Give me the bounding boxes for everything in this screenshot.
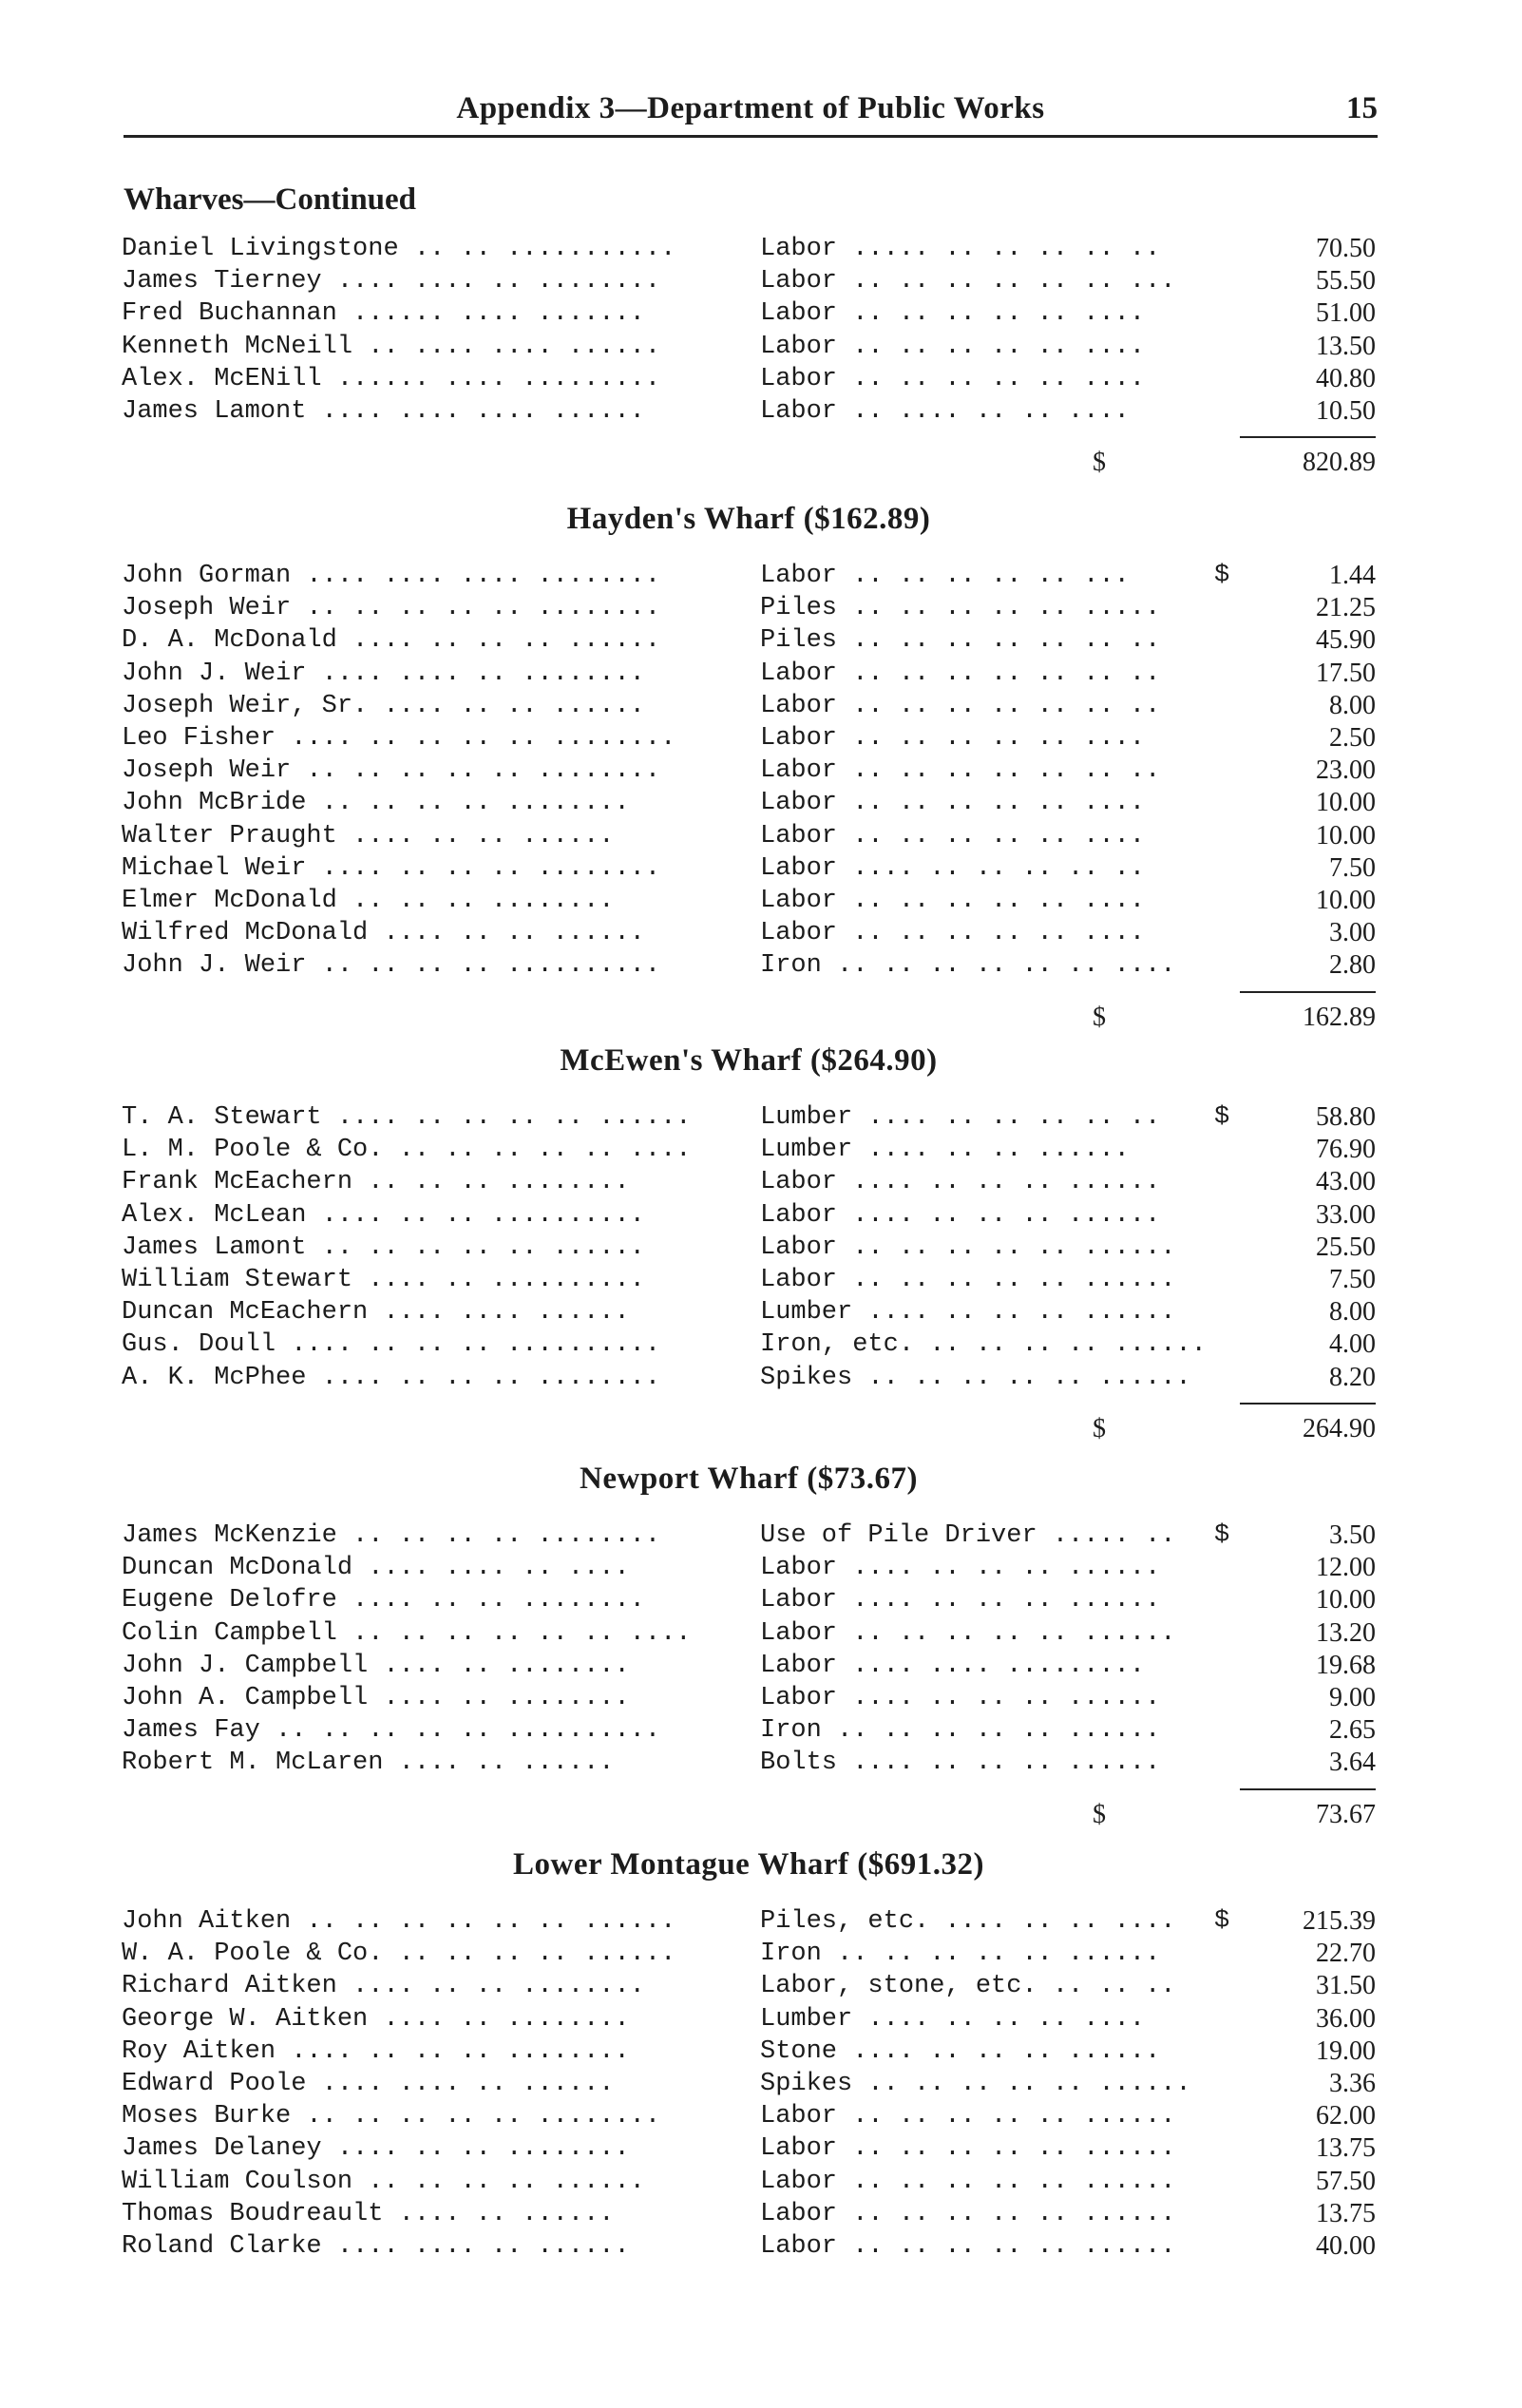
payee-name: A. K. McPhee .... .. .. .. ........ (122, 1363, 661, 1392)
amount: 3.00 (1329, 918, 1376, 948)
item-description: Labor .. .. .. .. .. ...... (760, 1266, 1176, 1294)
amount: 25.50 (1316, 1232, 1376, 1262)
total-amount: 162.89 (1303, 1002, 1376, 1032)
amount: 19.00 (1316, 2035, 1376, 2066)
payee-name: Moses Burke .. .. .. .. .. ........ (122, 2102, 661, 2131)
ledger-row (122, 723, 1376, 754)
ledger-row (122, 2069, 1376, 2099)
amount: 3.64 (1329, 1748, 1376, 1778)
item-description: Labor .. .. .. .. .. .... (760, 332, 1146, 361)
total-dollar-sign: $ (1093, 448, 1106, 478)
payee-name: Walter Praught .... .. .. ...... (122, 821, 615, 850)
amount: 62.00 (1316, 2101, 1376, 2131)
amount: 55.50 (1316, 266, 1376, 296)
payee-name: Duncan McDonald .... .... .. .... (122, 1554, 630, 1583)
dollar-sign: $ (1214, 1907, 1230, 1936)
amount: 31.50 (1316, 1971, 1376, 2001)
amount: 19.68 (1316, 1650, 1376, 1680)
payee-name: Roy Aitken .... .. .. .. ........ (122, 2036, 630, 2066)
payee-name: Wilfred McDonald .... .. .. ...... (122, 919, 645, 948)
amount: 22.70 (1316, 1939, 1376, 1969)
payee-name: John McBride .. .. .. .. ........ (122, 789, 630, 818)
item-description: Lumber .... .. .. ...... (760, 1136, 1130, 1165)
payee-name: John A. Campbell .... .. ........ (122, 1684, 630, 1712)
section-title: Newport Wharf ($73.67) (580, 1462, 918, 1496)
ledger-row (122, 625, 1376, 656)
payee-name: Eugene Delofre .... .. .. ........ (122, 1586, 645, 1615)
total-dollar-sign: $ (1093, 1002, 1106, 1032)
payee-name: L. M. Poole & Co. .. .. .. .. .. .... (122, 1136, 692, 1165)
payee-name: James Fay .. .. .. .. .. .......... (122, 1716, 661, 1746)
item-description: Lumber .... .. .. .. ...... (760, 1298, 1176, 1328)
ledger-row (122, 918, 1376, 948)
item-description: Labor .. .... .. .. .... (760, 397, 1130, 426)
item-description: Labor .... .. .. .. ...... (760, 1586, 1161, 1615)
ledger-row (122, 2004, 1376, 2035)
amount: 45.90 (1316, 625, 1376, 656)
amount: 9.00 (1329, 1683, 1376, 1712)
amount: 2.50 (1329, 723, 1376, 753)
item-description: Spikes .. .. .. .. .. ...... (760, 1363, 1191, 1392)
total-dollar-sign: $ (1093, 1799, 1106, 1829)
item-description: Spikes .. .. .. .. .. ...... (760, 2070, 1191, 2098)
amount: 2.80 (1329, 950, 1376, 981)
item-description: Labor .. .. .. .. .. .... (760, 364, 1146, 393)
item-description: Iron .. .. .. .. .. .. .... (760, 951, 1176, 981)
payee-name: Alex. McLean .... .. .. .......... (122, 1200, 645, 1230)
item-description: Labor .. .. .. .. .. .. .. (760, 659, 1161, 688)
amount: 10.00 (1316, 788, 1376, 818)
amount: 13.50 (1316, 331, 1376, 361)
item-description: Iron .. .. .. .. .. ...... (760, 1716, 1161, 1746)
ledger-row (122, 659, 1376, 689)
payee-name: Joseph Weir .. .. .. .. .. ........ (122, 594, 661, 623)
ledger-row (122, 1233, 1376, 1263)
amount: 17.50 (1316, 658, 1376, 688)
ledger-row (122, 1167, 1376, 1197)
amount: 23.00 (1316, 755, 1376, 786)
item-description: Piles .. .. .. .. .. .. .. (760, 626, 1161, 656)
subtotal-rule (1240, 991, 1376, 993)
item-description: Labor .. .. .. .. .. .. ... (760, 267, 1176, 296)
total-dollar-sign: $ (1093, 1413, 1106, 1443)
item-description: Piles .. .. .. .. .. ..... (760, 594, 1161, 623)
ledger-row (122, 396, 1376, 427)
ledger-row (122, 788, 1376, 818)
payee-name: George W. Aitken .... .. ........ (122, 2004, 630, 2034)
dollar-sign: $ (1214, 1103, 1230, 1132)
item-description: Stone .... .. .. .. ...... (760, 2036, 1161, 2066)
section-title: Hayden's Wharf ($162.89) (566, 502, 931, 536)
item-description: Labor, stone, etc. .. .. .. (760, 1972, 1176, 2001)
amount: 43.00 (1316, 1167, 1376, 1197)
payee-name: John Aitken .. .. .. .. .. .. ...... (122, 1907, 676, 1936)
ledger-row (122, 364, 1376, 394)
ledger-row (122, 691, 1376, 721)
ledger-row (122, 950, 1376, 981)
ledger-row (122, 2101, 1376, 2131)
item-description: Labor .. .. .. .. .. ...... (760, 1233, 1176, 1262)
ledger-row (122, 1297, 1376, 1328)
payee-name: Gus. Doull .... .. .. .. .......... (122, 1330, 661, 1360)
ledger-row (122, 1329, 1376, 1360)
item-description: Labor .. .. .. .. .. .... (760, 299, 1146, 329)
ledger-row (122, 1906, 1376, 1937)
payee-name: Michael Weir .... .. .. .. ........ (122, 853, 661, 883)
ledger-row (122, 1102, 1376, 1133)
item-description: Labor .... .. .. .. ...... (760, 1554, 1161, 1583)
ledger-row (122, 1651, 1376, 1681)
item-description: Labor .. .. .. .. .. .... (760, 724, 1146, 753)
item-description: Labor .. .. .. .. .. ...... (760, 1618, 1176, 1648)
amount: 51.00 (1316, 298, 1376, 329)
payee-name: William Coulson .. .. .. .. ...... (122, 2167, 645, 2196)
payee-name: James McKenzie .. .. .. .. ........ (122, 1521, 661, 1550)
payee-name: Robert M. McLaren .... .. ...... (122, 1749, 615, 1778)
amount: 13.75 (1316, 2198, 1376, 2228)
ledger-row (122, 2036, 1376, 2067)
item-description: Iron .. .. .. .. .. ...... (760, 1940, 1161, 1969)
item-description: Bolts .... .. .. .. ...... (760, 1749, 1161, 1778)
section-total (1093, 1003, 1376, 1033)
item-description: Labor .... .. .. .. .. .. (760, 853, 1146, 883)
payee-name: Daniel Livingstone .. .. ........... (122, 235, 676, 263)
ledger-row (122, 1553, 1376, 1583)
amount: 215.39 (1303, 1906, 1376, 1936)
payee-name: D. A. McDonald .... .. .. .. ...... (122, 626, 661, 656)
payee-name: Elmer McDonald .. .. .. ........ (122, 887, 615, 915)
payee-name: Fred Buchannan ...... .... ....... (122, 299, 645, 329)
amount: 8.00 (1329, 690, 1376, 720)
amount: 3.50 (1329, 1520, 1376, 1550)
item-description: Labor .. .. .. .. .. .... (760, 887, 1146, 915)
page-title: Appendix 3—Department of Public Works (456, 91, 1045, 125)
payee-name: Richard Aitken .... .. .. ........ (122, 1972, 645, 2001)
payee-name: W. A. Poole & Co. .. .. .. .. ...... (122, 1940, 676, 1969)
item-description: Labor .. .. .. .. .. ...... (760, 2167, 1176, 2196)
item-description: Labor .. .. .. .. .. ...... (760, 2199, 1176, 2228)
item-description: Labor .... .. .. .. ...... (760, 1684, 1161, 1712)
payee-name: James Lamont .... .... .... ...... (122, 397, 645, 426)
ledger-row (122, 234, 1376, 264)
amount: 10.00 (1316, 1585, 1376, 1615)
item-description: Labor .. .. .. .. .. .. .. (760, 691, 1161, 720)
amount: 13.20 (1316, 1617, 1376, 1648)
payee-name: James Delaney .... .. .. ........ (122, 2134, 630, 2164)
item-description: Labor .... .. .. .. ...... (760, 1200, 1161, 1230)
ledger-row (122, 1520, 1376, 1551)
ledger-row (122, 755, 1376, 786)
item-description: Labor .. .. .. .. .. .... (760, 919, 1146, 948)
ledger-row (122, 886, 1376, 916)
total-amount: 264.90 (1303, 1413, 1376, 1443)
ledger-row (122, 561, 1376, 591)
amount: 7.50 (1329, 852, 1376, 883)
item-description: Labor .. .. .. .. .. ... (760, 562, 1130, 590)
page-number: 15 (1346, 91, 1378, 125)
amount: 7.50 (1329, 1265, 1376, 1294)
amount: 12.00 (1316, 1553, 1376, 1583)
payee-name: Frank McEachern .. .. .. ........ (122, 1168, 630, 1197)
item-description: Lumber .... .. .. .. .... (760, 2004, 1146, 2034)
payee-name: Colin Campbell .. .. .. .. .. .. .... (122, 1618, 692, 1648)
payee-name: John Gorman .... .... .... ........ (122, 562, 661, 590)
item-description: Use of Pile Driver ..... .. (760, 1521, 1176, 1550)
amount: 8.20 (1329, 1362, 1376, 1392)
amount: 10.00 (1316, 820, 1376, 850)
ledger-row (122, 2199, 1376, 2229)
item-description: Labor ..... .. .. .. .. .. (760, 235, 1161, 263)
payee-name: Kenneth McNeill .. .... .... ...... (122, 332, 661, 361)
dollar-sign: $ (1214, 1521, 1230, 1550)
subtotal-rule (1240, 1403, 1376, 1405)
ledger-row (122, 2231, 1376, 2262)
amount: 57.50 (1316, 2166, 1376, 2196)
section-total (1093, 1414, 1376, 1444)
ledger-row (122, 298, 1376, 329)
amount: 8.00 (1329, 1297, 1376, 1328)
ledger-row (122, 1200, 1376, 1231)
payee-name: Duncan McEachern .... .... ...... (122, 1298, 630, 1328)
item-description: Labor .. .. .. .. .. ...... (760, 2134, 1176, 2164)
amount: 40.80 (1316, 363, 1376, 393)
total-amount: 820.89 (1303, 448, 1376, 478)
payee-name: Joseph Weir, Sr. .... .. .. ...... (122, 691, 645, 720)
ledger-row (122, 266, 1376, 296)
item-description: Labor .. .. .. .. .. .. .. (760, 756, 1161, 786)
page-header (124, 87, 1378, 138)
subtotal-rule (1240, 1788, 1376, 1790)
payee-name: Thomas Boudreault .... .. ...... (122, 2199, 615, 2228)
payee-name: Leo Fisher .... .. .. .. .. ........ (122, 724, 676, 753)
ledger-row (122, 1939, 1376, 1969)
amount: 2.65 (1329, 1715, 1376, 1746)
payee-name: T. A. Stewart .... .. .. .. .. ...... (122, 1103, 692, 1132)
item-description: Labor .... .. .. .. ...... (760, 1168, 1161, 1197)
ledger-row (122, 1715, 1376, 1746)
amount: 4.00 (1329, 1329, 1376, 1360)
ledger-row (122, 593, 1376, 623)
ledger-row (122, 2133, 1376, 2164)
ledger-row (122, 1618, 1376, 1649)
amount: 40.00 (1316, 2231, 1376, 2261)
amount: 21.25 (1316, 593, 1376, 623)
payee-name: Joseph Weir .. .. .. .. .. ........ (122, 756, 661, 786)
ledger-row (122, 1265, 1376, 1295)
section-title: Lower Montague Wharf ($691.32) (513, 1847, 984, 1882)
payee-name: John J. Weir .... .... .. ........ (122, 659, 645, 688)
amount: 10.00 (1316, 886, 1376, 915)
ledger-row (122, 2167, 1376, 2197)
amount: 13.75 (1316, 2133, 1376, 2164)
section-total (1093, 448, 1376, 478)
payee-name: James Lamont .. .. .. .. .. ...... (122, 1233, 645, 1262)
amount: 3.36 (1329, 2069, 1376, 2098)
payee-name: William Stewart .... .. .......... (122, 1266, 645, 1294)
item-description: Iron, etc. .. .. .. .. ...... (760, 1330, 1207, 1360)
item-description: Piles, etc. .... .. .. .... (760, 1907, 1176, 1936)
amount: 33.00 (1316, 1199, 1376, 1230)
ledger-row (122, 821, 1376, 851)
amount: 58.80 (1316, 1102, 1376, 1132)
item-description: Labor .. .. .. .. .. .... (760, 789, 1146, 818)
ledger-row (122, 1585, 1376, 1615)
ledger-row (122, 1748, 1376, 1778)
item-description: Labor .... .... ......... (760, 1651, 1146, 1680)
ledger-row (122, 332, 1376, 362)
ledger-row (122, 1363, 1376, 1393)
ledger-row (122, 853, 1376, 884)
subtotal-rule (1240, 436, 1376, 438)
amount: 10.50 (1316, 396, 1376, 426)
payee-name: Roland Clarke .... .... .. ...... (122, 2232, 630, 2261)
payee-name: Alex. McENill ...... .... ......... (122, 364, 661, 393)
amount: 70.50 (1316, 234, 1376, 263)
payee-name: John J. Weir .. .. .. .. .......... (122, 951, 661, 981)
ledger-row (122, 1971, 1376, 2001)
total-amount: 73.67 (1316, 1799, 1376, 1829)
payee-name: James Tierney .... .... .. ........ (122, 267, 661, 296)
amount: 76.90 (1316, 1135, 1376, 1165)
item-description: Labor .. .. .. .. .. ...... (760, 2232, 1176, 2261)
amount: 1.44 (1329, 561, 1376, 590)
item-description: Labor .. .. .. .. .. ...... (760, 2102, 1176, 2131)
continued-heading: Wharves—Continued (124, 182, 417, 217)
ledger-row (122, 1135, 1376, 1165)
section-total (1093, 1800, 1376, 1830)
payee-name: John J. Campbell .... .. ........ (122, 1651, 630, 1680)
section-title: McEwen's Wharf ($264.90) (560, 1043, 938, 1078)
amount: 36.00 (1316, 2003, 1376, 2034)
item-description: Labor .. .. .. .. .. .... (760, 821, 1146, 850)
payee-name: Edward Poole .... .... .. ...... (122, 2070, 615, 2098)
ledger-row (122, 1683, 1376, 1713)
item-description: Lumber .... .. .. .. .. .. (760, 1103, 1161, 1132)
dollar-sign: $ (1214, 562, 1230, 590)
